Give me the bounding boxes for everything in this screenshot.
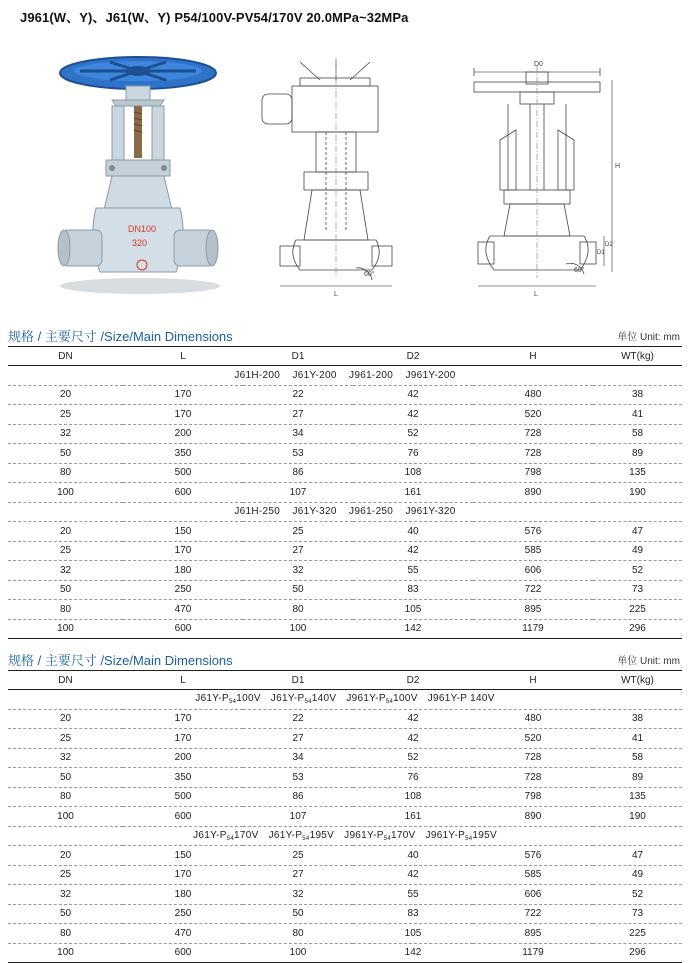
table-header-row: [8, 347, 682, 366]
table-cell: 107: [243, 807, 353, 827]
table-cell: 470: [123, 600, 243, 620]
table-cell: 32: [243, 885, 353, 905]
column-header: DN: [8, 347, 123, 366]
table-row: [8, 522, 682, 542]
dimensions-table-2: [8, 670, 682, 963]
table-row: [8, 748, 682, 768]
drawing-d1-label: D1: [597, 250, 605, 256]
table-cell: 42: [353, 709, 473, 729]
manual-valve-drawing: [474, 66, 612, 286]
valve-photo: [58, 57, 220, 294]
table-cell: 200: [123, 748, 243, 768]
table-cell: 606: [473, 885, 593, 905]
table-row: [8, 768, 682, 788]
table-cell: 100: [243, 943, 353, 963]
table-cell: 600: [123, 483, 243, 503]
section-1-title: 规格 / 主要尺寸 /Size/Main Dimensions: [8, 329, 233, 344]
table-row: [8, 424, 682, 444]
section-2-unit: 单位 Unit: mm: [617, 656, 680, 667]
table-cell: 890: [473, 483, 593, 503]
table-cell: 41: [593, 729, 682, 749]
table-header-row: [8, 671, 682, 690]
table-cell: 25: [8, 729, 123, 749]
table-cell: 20: [8, 522, 123, 542]
table-cell: 38: [593, 709, 682, 729]
drawing-d0-label: D0: [534, 61, 543, 68]
page-title: J961(W、Y)、J61(W、Y) P54/100V-PV54/170V 20.0MPa~32MPa: [20, 10, 409, 25]
table-cell: 500: [123, 787, 243, 807]
table-cell: 80: [243, 924, 353, 944]
table-cell: 728: [473, 748, 593, 768]
column-header: D2: [353, 671, 473, 690]
table-cell: 135: [593, 787, 682, 807]
table-row: [8, 709, 682, 729]
table-cell: 606: [473, 561, 593, 581]
model-list: [8, 826, 682, 846]
column-header: H: [473, 347, 593, 366]
model-code: $J61Y-P_{54}170V$: [193, 829, 259, 842]
table-cell: 722: [473, 904, 593, 924]
column-header: D2: [353, 347, 473, 366]
model-code: $J961Y-P_{54}195V$: [425, 829, 497, 842]
table-cell: 89: [593, 444, 682, 464]
table-cell: 42: [353, 541, 473, 561]
model-row: [8, 366, 682, 386]
table-cell: 80: [8, 463, 123, 483]
table-row: [8, 385, 682, 405]
column-header: WT(kg): [593, 347, 682, 366]
table-cell: 108: [353, 463, 473, 483]
table-cell: 50: [243, 904, 353, 924]
table-cell: 107: [243, 483, 353, 503]
table-cell: 600: [123, 943, 243, 963]
table-cell: 350: [123, 768, 243, 788]
section-1-unit: 单位 Unit: mm: [617, 332, 680, 343]
table-cell: 798: [473, 787, 593, 807]
table-cell: 25: [8, 541, 123, 561]
column-header: L: [123, 671, 243, 690]
section-2-title: 规格 / 主要尺寸 /Size/Main Dimensions: [8, 653, 233, 668]
table-cell: 22: [243, 385, 353, 405]
table-cell: 55: [353, 885, 473, 905]
table-cell: 728: [473, 768, 593, 788]
table-cell: 73: [593, 580, 682, 600]
table-row: [8, 846, 682, 866]
table-row: [8, 561, 682, 581]
drawing-angle-label: 60°: [574, 267, 585, 274]
table-cell: 86: [243, 463, 353, 483]
table-cell: 108: [353, 787, 473, 807]
actuator-angle-label: 60°: [364, 271, 375, 278]
table-cell: 55: [353, 561, 473, 581]
table-row: [8, 807, 682, 827]
table-row: [8, 924, 682, 944]
table-cell: 500: [123, 463, 243, 483]
table-cell: 600: [123, 807, 243, 827]
table-row: [8, 463, 682, 483]
table-cell: 27: [243, 541, 353, 561]
table-cell: 20: [8, 709, 123, 729]
table-cell: 80: [8, 600, 123, 620]
table-cell: 170: [123, 541, 243, 561]
body-marking-dn: DN100: [128, 224, 157, 234]
table-cell: 142: [353, 943, 473, 963]
actuator-l-label: L: [334, 291, 338, 298]
table-row: [8, 885, 682, 905]
table-cell: 170: [123, 865, 243, 885]
table-cell: 576: [473, 846, 593, 866]
table-cell: 225: [593, 600, 682, 620]
table-cell: 80: [243, 600, 353, 620]
table-cell: 49: [593, 865, 682, 885]
table-cell: 100: [8, 619, 123, 639]
table-row: [8, 444, 682, 464]
table-cell: 25: [243, 522, 353, 542]
table-cell: 58: [593, 748, 682, 768]
table-cell: 50: [8, 904, 123, 924]
model-list: J61H-200 J61Y-200 J961-200 J961Y-200: [8, 366, 682, 386]
table-cell: 32: [243, 561, 353, 581]
table-cell: 520: [473, 405, 593, 425]
table-cell: 20: [8, 846, 123, 866]
table-cell: 200: [123, 424, 243, 444]
table-cell: 180: [123, 561, 243, 581]
table-cell: 42: [353, 405, 473, 425]
table-cell: 50: [8, 580, 123, 600]
table-row: [8, 600, 682, 620]
table-cell: 100: [8, 483, 123, 503]
column-header: D1: [243, 671, 353, 690]
table-cell: 50: [8, 444, 123, 464]
table-cell: 40: [353, 846, 473, 866]
table-cell: 170: [123, 405, 243, 425]
table-cell: 1179: [473, 943, 593, 963]
table-cell: 170: [123, 729, 243, 749]
table-cell: 27: [243, 729, 353, 749]
table-cell: 40: [353, 522, 473, 542]
table-cell: 32: [8, 748, 123, 768]
model-code: $J61Y-P_{54}195V$: [268, 829, 335, 842]
column-header: H: [473, 671, 593, 690]
table-cell: 135: [593, 463, 682, 483]
table-cell: 58: [593, 424, 682, 444]
table-row: [8, 865, 682, 885]
table-cell: 50: [8, 768, 123, 788]
table-cell: 80: [8, 787, 123, 807]
actuator-drawing: [262, 58, 392, 286]
table-cell: 25: [8, 405, 123, 425]
table-cell: 47: [593, 846, 682, 866]
table-row: [8, 729, 682, 749]
table-cell: 32: [8, 885, 123, 905]
table-cell: 100: [243, 619, 353, 639]
table-cell: 25: [243, 846, 353, 866]
model-code: $J61Y-P_{54}100V$: [195, 693, 261, 706]
table-cell: 585: [473, 865, 593, 885]
table-cell: 52: [353, 748, 473, 768]
table-cell: 520: [473, 729, 593, 749]
table-cell: 190: [593, 807, 682, 827]
model-code: $J961Y-P_{54}170V$: [344, 829, 416, 842]
table-cell: 895: [473, 924, 593, 944]
table-cell: 32: [8, 424, 123, 444]
column-header: L: [123, 347, 243, 366]
table-cell: 105: [353, 924, 473, 944]
table-cell: 73: [593, 904, 682, 924]
table-cell: 41: [593, 405, 682, 425]
table-cell: 42: [353, 385, 473, 405]
table-row: [8, 787, 682, 807]
table-cell: 142: [353, 619, 473, 639]
table-cell: 34: [243, 424, 353, 444]
table-cell: 728: [473, 424, 593, 444]
table-cell: 52: [593, 561, 682, 581]
table-cell: 25: [8, 865, 123, 885]
dimensions-table-1: [8, 346, 682, 639]
table-row: [8, 619, 682, 639]
column-header: WT(kg): [593, 671, 682, 690]
column-header: D1: [243, 347, 353, 366]
model-list: [8, 690, 682, 710]
table-cell: 150: [123, 522, 243, 542]
table-cell: 296: [593, 619, 682, 639]
table-cell: 42: [353, 865, 473, 885]
table-cell: 27: [243, 405, 353, 425]
model-row: [8, 826, 682, 846]
table-cell: 890: [473, 807, 593, 827]
table-cell: 50: [243, 580, 353, 600]
table-cell: 190: [593, 483, 682, 503]
table-row: [8, 541, 682, 561]
table-cell: 470: [123, 924, 243, 944]
model-code: $J61Y-P_{54}140V$: [270, 693, 337, 706]
table-cell: 53: [243, 444, 353, 464]
table-cell: 480: [473, 385, 593, 405]
product-figures: [0, 40, 695, 310]
body-marking-pn: 320: [132, 238, 148, 248]
model-list: J61H-250 J61Y-320 J961-250 J961Y-320: [8, 502, 682, 522]
table-cell: 150: [123, 846, 243, 866]
drawing-d2-label: D2: [605, 242, 613, 248]
table-cell: 576: [473, 522, 593, 542]
table-row: [8, 580, 682, 600]
table-cell: 76: [353, 444, 473, 464]
table-cell: 47: [593, 522, 682, 542]
table-cell: 42: [353, 729, 473, 749]
table-cell: 49: [593, 541, 682, 561]
table-cell: 100: [8, 943, 123, 963]
table-cell: 170: [123, 709, 243, 729]
table-row: [8, 904, 682, 924]
section-2-header: [8, 650, 688, 668]
table-row: [8, 943, 682, 963]
table-cell: 86: [243, 787, 353, 807]
table-cell: 895: [473, 600, 593, 620]
table-cell: 480: [473, 709, 593, 729]
table-cell: 600: [123, 619, 243, 639]
table-cell: 89: [593, 768, 682, 788]
model-row: [8, 690, 682, 710]
section-1-header: [8, 326, 688, 344]
drawing-l-label: L: [534, 291, 538, 298]
table-cell: 27: [243, 865, 353, 885]
table-cell: 34: [243, 748, 353, 768]
model-code: $J961Y-P_{54}100V$: [346, 693, 418, 706]
table-cell: 798: [473, 463, 593, 483]
table-cell: 38: [593, 385, 682, 405]
table-cell: 161: [353, 807, 473, 827]
table-row: [8, 405, 682, 425]
table-cell: 100: [8, 807, 123, 827]
model-code: J961Y-P 140V: [427, 693, 495, 705]
table-cell: 52: [353, 424, 473, 444]
table-cell: 225: [593, 924, 682, 944]
table-cell: 250: [123, 580, 243, 600]
table-cell: 83: [353, 904, 473, 924]
table-cell: 32: [8, 561, 123, 581]
table-cell: 722: [473, 580, 593, 600]
table-cell: 105: [353, 600, 473, 620]
table-cell: 728: [473, 444, 593, 464]
table-cell: 585: [473, 541, 593, 561]
table-cell: 76: [353, 768, 473, 788]
table-cell: 170: [123, 385, 243, 405]
table-cell: 83: [353, 580, 473, 600]
table-cell: 161: [353, 483, 473, 503]
model-row: [8, 502, 682, 522]
table-cell: 53: [243, 768, 353, 788]
table-cell: 250: [123, 904, 243, 924]
drawing-h-label: H: [615, 163, 621, 170]
table-cell: 22: [243, 709, 353, 729]
table-row: [8, 483, 682, 503]
table-cell: 52: [593, 885, 682, 905]
column-header: DN: [8, 671, 123, 690]
table-cell: 20: [8, 385, 123, 405]
table-cell: 1179: [473, 619, 593, 639]
table-cell: 180: [123, 885, 243, 905]
table-cell: 350: [123, 444, 243, 464]
table-cell: 80: [8, 924, 123, 944]
table-cell: 296: [593, 943, 682, 963]
